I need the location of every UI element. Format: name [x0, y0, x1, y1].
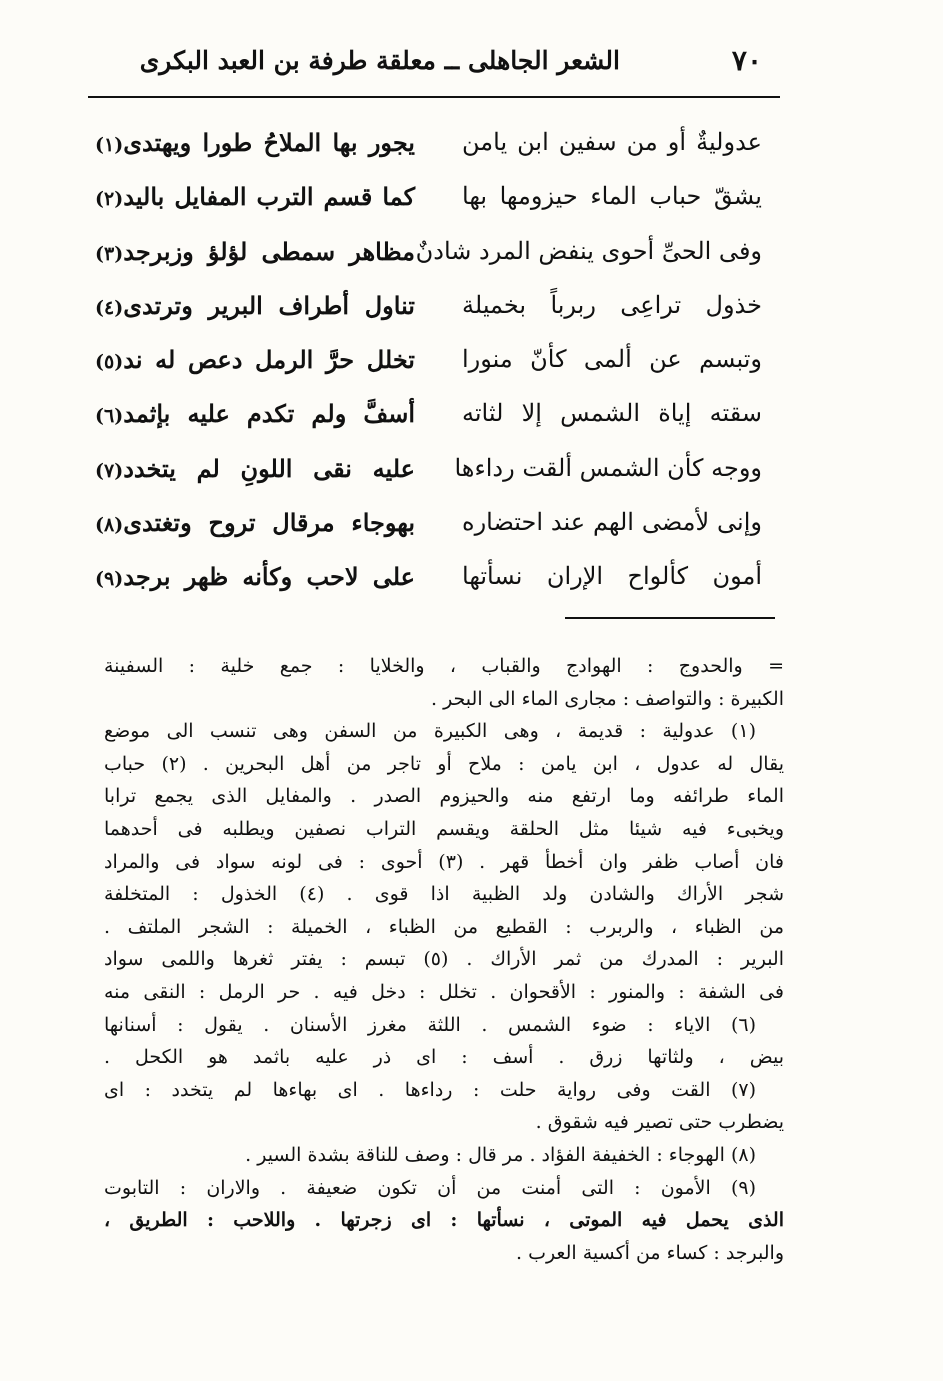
footnote-line: (٩) الأمون : التى أمنت من أن تكون ضعيفة . والاران : التابوت [104, 1176, 756, 1199]
verse-ajuz [95, 399, 415, 428]
verse-ajuz-text: بهوجاء مرقال تروح وتغتدى [123, 508, 415, 538]
verse-sadr: أمون كألواح الإران نسأتها [462, 562, 762, 591]
footnote-line: فى الشفة : والمنور : الأقحوان . تخلل : دخل فيه . حر الرمل : النقى منه [104, 980, 784, 1003]
verse-ajuz [95, 291, 415, 320]
footnote-line: يضطرب حتى تصير فيه شقوق . [535, 1111, 784, 1134]
verse-sadr: وتبسم عن ألمى كأنّ منورا [462, 345, 762, 374]
verse-sadr: ووجه كأن الشمس ألقت رداءها [454, 453, 762, 482]
footnote-line: ويخبىء فيه شيئا مثل الحلقة ويقسم التراب نصفين ويطلبه فى أحدهما [104, 817, 784, 840]
header-rule [88, 96, 780, 98]
verse-ajuz-text: مظاهر سمطى لؤلؤ وزبرجد [123, 236, 415, 266]
verse-ajuz [95, 508, 415, 537]
footnote-line: (٦) الاياء : ضوء الشمس . اللثة مغرز الأسنان . يقول : أسنانها [104, 1013, 756, 1036]
verse-2 [80, 176, 780, 230]
footnote-marker: (٨) [95, 514, 124, 537]
verse-sadr: عدوليةٌ أو من سفين ابن يامن [462, 128, 762, 156]
footnote-line: يقال له عدول ، ابن يامن : ملاح أو تاجر من أهل البحرين . (٢) حباب [104, 752, 784, 775]
footnote-line: فان أصاب ظفر وان أخطأ قهر . (٣) أحوى : فى لونه سواد فى والمراد [104, 850, 784, 873]
footnotes [104, 650, 784, 1269]
verse-1 [80, 122, 780, 176]
verse-sadr: يشقّ حباب الماء حيزومها بها [462, 182, 762, 211]
verse-ajuz-text: عليه نقى اللونِ لم يتخدد [123, 453, 415, 483]
footnote-marker: (١) [95, 134, 124, 156]
verse-6 [80, 393, 780, 447]
footnote-line: شجر الأراك والشادن ولد الظبية اذا قوى . (٤) الخذول : المتخلفة [104, 883, 784, 906]
footnote-line: (١) عدولية : قديمة ، وهى الكبيرة من السفن وهى تنسب الى موضع [104, 720, 756, 743]
footnote-line: (٨) الهوجاء : الخفيفة الفؤاد . مر قال : وصف للناقة بشدة السير . [245, 1143, 756, 1166]
verse-sadr: خذول تراعِى ربرباً بخميلة [462, 290, 762, 319]
footnote-line: من الظباء ، والربرب : القطيع من الظباء ، الخميلة : الشجر الملتف . [104, 915, 784, 938]
verse-ajuz [95, 345, 415, 374]
page-header [90, 44, 780, 84]
verse-ajuz [95, 182, 415, 211]
verse-sadr: وإنى لأمضى الهم عند احتضاره [462, 508, 762, 537]
footnote-marker: (٥) [95, 351, 124, 374]
footnote-line: البرير : المدرك من ثمر الأراك . (٥) تبسم : يفتر ثغرها واللمى سواد [104, 948, 784, 971]
verse-ajuz [95, 128, 415, 157]
verse-ajuz [95, 237, 415, 266]
footnote-line: الكبيرة : والتواصف : مجارى الماء الى البحر . [430, 687, 784, 710]
verse-5 [80, 339, 780, 393]
verse-ajuz-text: تخلل حرَّ الرمل دعص له ند [123, 345, 415, 375]
footnote-line: = والحدوج : الهوادج والقباب ، والخلايا : جمع خلية : السفينة [104, 655, 784, 677]
footnote-marker: (٩) [95, 568, 124, 591]
verse-ajuz [95, 454, 415, 483]
footnote-marker: (٧) [95, 459, 124, 482]
verse-ajuz-text: تناول أطراف البرير وترتدى [123, 290, 415, 320]
footnote-marker: (٣) [95, 242, 124, 265]
page-number: ٧٠ [731, 44, 762, 77]
verse-ajuz-text: يجور بها الملاحُ طورا ويهتدى [123, 128, 415, 157]
footnote-separator [565, 617, 775, 619]
footnote-line: (٧) القت وفى رواية حلت : رداءها . اى بهاءها لم يتخدد : اى [104, 1078, 756, 1101]
footnote-marker: (٢) [95, 188, 124, 211]
verse-3 [80, 231, 780, 285]
footnote-line: والبرجد : كساء من أكسية العرب . [515, 1241, 784, 1264]
verse-9 [80, 556, 780, 610]
footnote-line: بيض ، ولثاتها زرق . أسف : اى ذر عليه باثمد هو الكحل . [104, 1046, 784, 1069]
verse-8 [80, 502, 780, 556]
footnote-marker: (٤) [95, 296, 124, 319]
verse-sadr: سقته إياة الشمس إلا لثاته [462, 399, 762, 428]
verse-ajuz [95, 562, 415, 591]
verse-ajuz-text: على لاحب وكأنه ظهر برجد [123, 562, 415, 592]
footnote-line: الذى يحمل فيه الموتى ، نسأتها : اى زجرتها . واللاحب : الطريق ، [104, 1209, 784, 1232]
footnote-marker: (٦) [95, 405, 124, 428]
verse-4 [80, 285, 780, 339]
running-title: الشعر الجاهلى ــ معلقة طرفة بن العبد البكرى [139, 46, 620, 75]
verse-ajuz-text: أسفَّ ولم تكدم عليه بإثمد [123, 399, 415, 429]
verse-sadr: وفى الحىِّ أحوى ينفض المرد شادنٌ [415, 236, 762, 265]
verse-ajuz-text: كما قسم الترب المفايل باليد [123, 182, 415, 212]
verse-7 [80, 448, 780, 502]
footnote-line: الماء طرائفه وما ارتفع منه والحيزوم الصدر . والمفايل الذى يجمع ترابا [104, 785, 784, 808]
poem-verses [80, 122, 780, 611]
